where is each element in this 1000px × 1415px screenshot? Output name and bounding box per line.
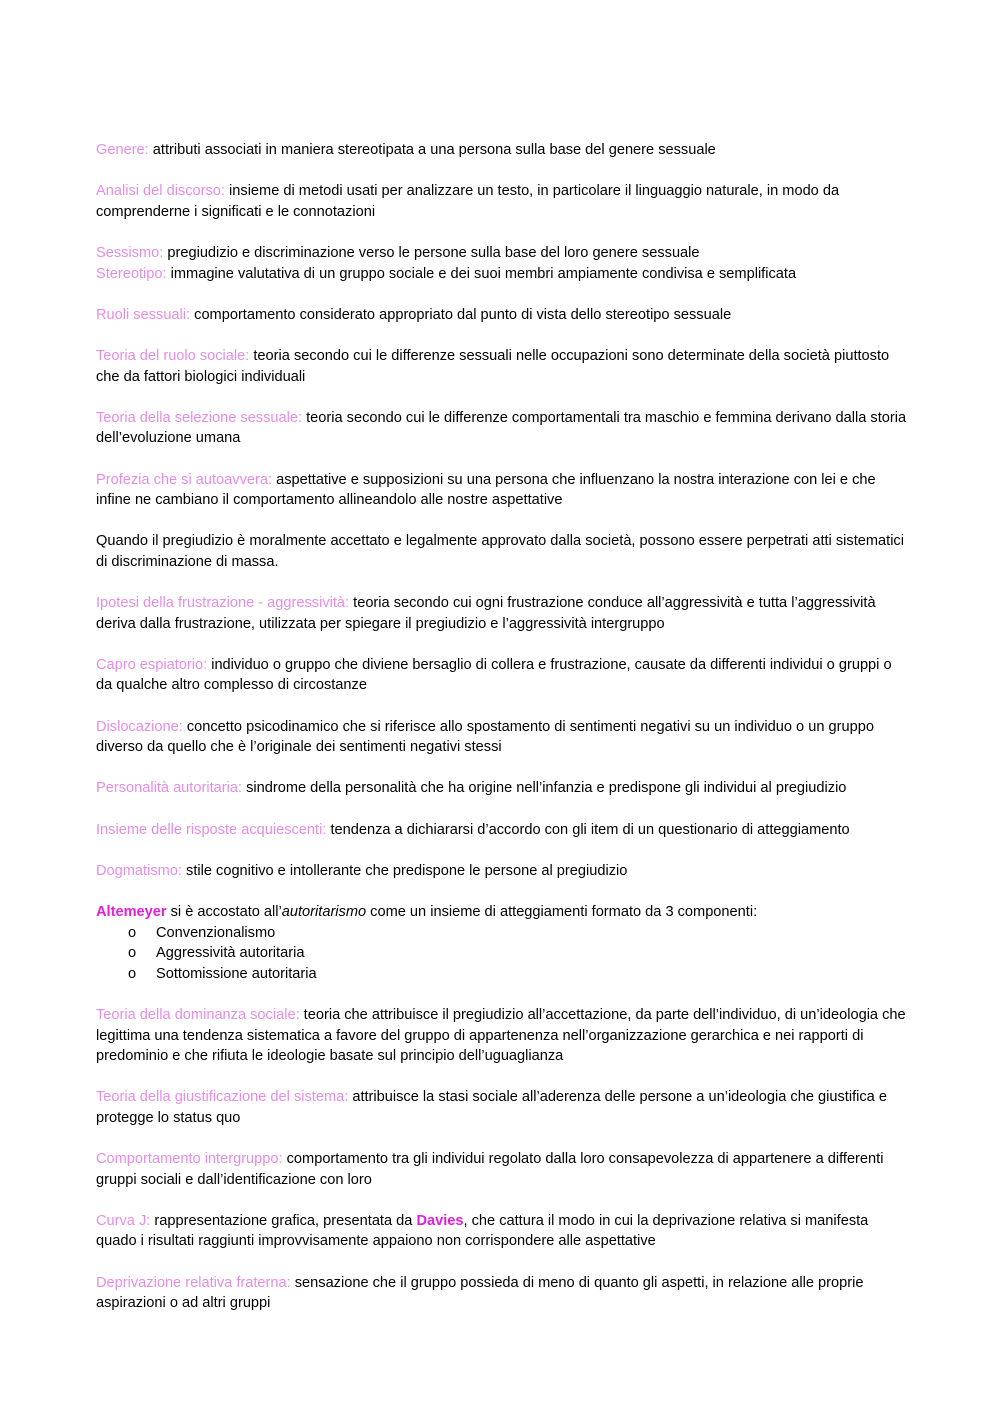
entry-dominanza-sociale bbox=[96, 1005, 910, 1067]
altemeyer-text-1: si è accostato all’ bbox=[166, 903, 282, 920]
definition-part-2: , che cattura il modo in cui la deprivazione relativa si manifesta quado i risultati raggiunti improvvisamente appaiono non corrispondere alle aspettative bbox=[96, 1212, 869, 1250]
definition: insieme di metodi usati per analizzare un testo, in particolare il linguaggio naturale, in modo da comprenderne i significati e le connotazioni bbox=[96, 183, 840, 220]
list-item bbox=[96, 943, 910, 964]
definition: concetto psicodinamico che si riferisce allo spostamento di sentimenti negativi su un individuo o un gruppo diverso da quello che è l’originale dei sentimenti negativi stessi bbox=[96, 718, 874, 756]
definition: pregiudizio e discriminazione verso le persone sulla base del loro genere sessuale bbox=[163, 244, 700, 261]
term: Teoria della dominanza sociale: bbox=[96, 1006, 300, 1023]
term: Analisi del discorso: bbox=[96, 183, 225, 200]
term: Teoria della selezione sessuale: bbox=[96, 409, 303, 426]
definition: comportamento considerato appropriato dal punto di vista dello stereotipo sessuale bbox=[190, 306, 732, 323]
definition: teoria secondo cui le differenze comportamentali tra maschio e femmina derivano dalla storia dell’evoluzione umana bbox=[96, 409, 907, 447]
entry-ruoli-sessuali bbox=[96, 305, 910, 326]
entry-ipotesi-frustrazione bbox=[96, 593, 910, 634]
entry-dislocazione bbox=[96, 717, 910, 758]
entry-genere bbox=[96, 140, 910, 161]
term: Teoria della giustificazione del sistema: bbox=[96, 1089, 349, 1106]
definition: comportamento tra gli individui regolato dalla loro consapevolezza di appartenere a differenti gruppi sociali e dall’identificazione con loro bbox=[96, 1151, 884, 1188]
bullet-icon: o bbox=[128, 945, 137, 962]
term: Ipotesi della frustrazione - aggressività: bbox=[96, 595, 350, 612]
term: Personalità autoritaria: bbox=[96, 780, 243, 797]
term: Insieme delle risposte acquiescenti: bbox=[96, 821, 327, 838]
author-name: Davies bbox=[416, 1212, 464, 1229]
altemeyer-emphasis: autoritarismo bbox=[281, 903, 367, 920]
term: Profezia che si autoavvera: bbox=[96, 471, 273, 488]
term: Ruoli sessuali: bbox=[96, 306, 191, 323]
entry-teoria-selezione-sessuale bbox=[96, 408, 910, 449]
term: Deprivazione relativa fraterna: bbox=[96, 1274, 291, 1291]
definition: attributi associati in maniera stereotipata a una persona sulla base del genere sessuale bbox=[148, 142, 716, 158]
list-item-text: Sottomissione autoritaria bbox=[156, 965, 317, 982]
altemeyer-text-2: come un insieme di atteggiamenti formato da 3 componenti: bbox=[366, 903, 758, 920]
definition: sindrome della personalità che ha origine nell’infanzia e predispone gli individui al pregiudizio bbox=[242, 780, 847, 797]
entry-analisi-del-discorso bbox=[96, 181, 910, 222]
paragraph-prejudice: Quando il pregiudizio è moralmente accettato e legalmente approvato dalla società, possono essere perpetrati atti sistematici di discriminazione di massa. bbox=[96, 533, 904, 570]
term: Stereotipo: bbox=[96, 265, 167, 282]
list-item bbox=[96, 964, 910, 985]
term: Teoria del ruolo sociale: bbox=[96, 347, 250, 364]
entry-giustificazione-sistema bbox=[96, 1087, 910, 1128]
definition-part-1: rappresentazione grafica, presentata da bbox=[150, 1212, 417, 1229]
entry-sessismo bbox=[96, 243, 910, 264]
definition: aspettative e supposizioni su una persona che influenzano la nostra interazione con lei e che infine ne cambiano il comportamento allineandolo alle nostre aspettative bbox=[96, 471, 876, 509]
entry-dogmatismo bbox=[96, 861, 910, 882]
entry-risposte-acquiescenti bbox=[96, 820, 910, 841]
entry-stereotipo bbox=[96, 264, 910, 285]
altemeyer-paragraph bbox=[96, 902, 910, 923]
term: Genere: bbox=[96, 142, 149, 158]
definition: tendenza a dichiararsi d’accordo con gli item di un questionario di atteggiamento bbox=[326, 821, 850, 838]
entry-deprivazione-relativa bbox=[96, 1273, 910, 1314]
definition: teoria secondo cui ogni frustrazione conduce all’aggressività e tutta l’aggressività deriva dalla frustrazione, utilizzata per spiegare il pregiudizio e l’aggressività intergruppo bbox=[96, 595, 876, 632]
term: Sessismo: bbox=[96, 244, 164, 261]
altemeyer-components-list bbox=[96, 923, 910, 985]
author-name: Altemeyer bbox=[96, 903, 167, 920]
definition: attribuisce la stasi sociale all’aderenza delle persone a un’ideologia che giustifica e protegge lo status quo bbox=[96, 1089, 887, 1126]
entry-profezia bbox=[96, 470, 910, 511]
definition: teoria che attribuisce il pregiudizio all’accettazione, da parte dell’individuo, di un’ideologia che legittima una tendenza sistematica a favore del gruppo di appartenenza nell’organizzazione gerarchica e nei rapporti di predominio e che rifiuta le ideologie basate sul principio dell’uguaglianza bbox=[96, 1006, 906, 1065]
entry-comportamento-intergruppo bbox=[96, 1149, 910, 1190]
definition: teoria secondo cui le differenze sessuali nelle occupazioni sono determinate della società piuttosto che da fattori biologici individuali bbox=[96, 347, 890, 385]
entry-curva-j bbox=[96, 1211, 910, 1252]
bullet-icon: o bbox=[128, 965, 137, 982]
term: Curva J: bbox=[96, 1212, 151, 1229]
definition: individuo o gruppo che diviene bersaglio di collera e frustrazione, causate da differenti individui o gruppi o da qualche altro complesso di circostanze bbox=[96, 656, 892, 694]
entry-capro-espiatorio bbox=[96, 655, 910, 696]
definition: immagine valutativa di un gruppo sociale e dei suoi membri ampiamente condivisa e semplificata bbox=[166, 265, 797, 282]
term: Comportamento intergruppo: bbox=[96, 1151, 283, 1168]
list-item bbox=[96, 923, 910, 944]
term: Dogmatismo: bbox=[96, 862, 182, 879]
entry-personalita-autoritaria bbox=[96, 778, 910, 799]
term: Dislocazione: bbox=[96, 718, 183, 735]
list-item-text: Convenzionalismo bbox=[156, 924, 276, 941]
definition: sensazione che il gruppo possieda di meno di quanto gli aspetti, in relazione alle proprie aspirazioni o ad altri gruppi bbox=[96, 1274, 864, 1312]
list-item-text: Aggressività autoritaria bbox=[156, 945, 305, 962]
entry-teoria-ruolo-sociale bbox=[96, 346, 910, 387]
definition: stile cognitivo e intollerante che predispone le persone al pregiudizio bbox=[181, 862, 628, 879]
bullet-icon: o bbox=[128, 924, 137, 941]
term: Capro espiatorio: bbox=[96, 656, 208, 673]
